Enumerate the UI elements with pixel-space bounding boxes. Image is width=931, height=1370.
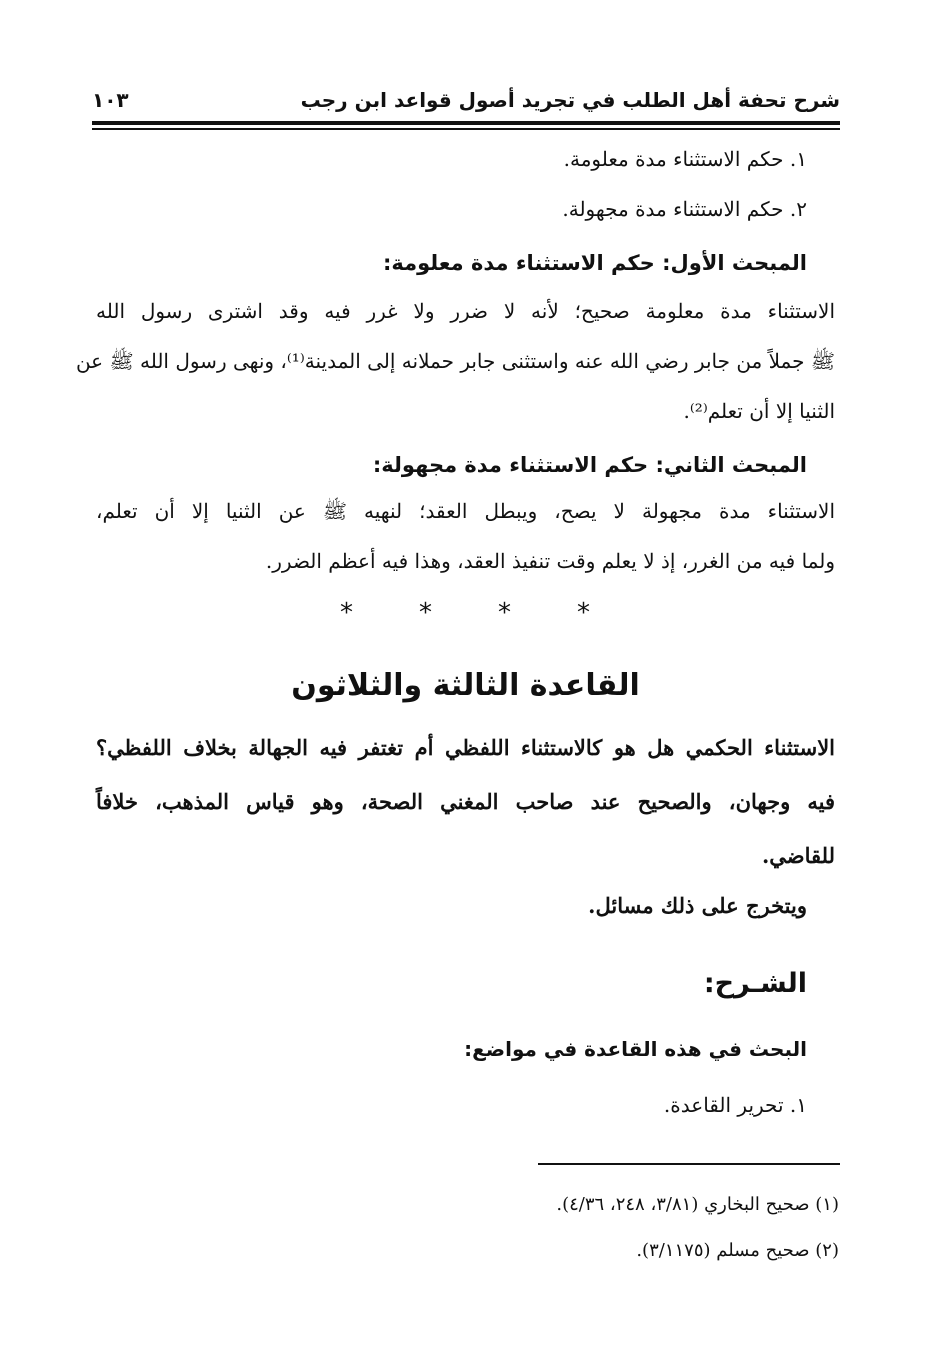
footnote-2: (٢) صحيح مسلم (٣/١١٧٥). bbox=[636, 1240, 839, 1261]
section-heading-1: المبحث الأول: حكم الاستثناء مدة معلومة: bbox=[382, 251, 807, 275]
rule-text-line-3: للقاضي. bbox=[761, 843, 835, 868]
header-title: شرح تحفة أهل الطلب في تجريد أصول قواعد ابن رجب bbox=[300, 88, 840, 112]
commentary-subheading: البحث في هذه القاعدة في مواضع: bbox=[464, 1037, 807, 1061]
commentary-list-item-1: ١. تحرير القاعدة. bbox=[663, 1093, 807, 1117]
commentary-heading: الشـرح: bbox=[703, 968, 807, 999]
page-number: ١٠٣ bbox=[92, 88, 129, 112]
footnote-1: (١) صحيح البخاري (٣/٨١، ٢٤٨، ٤/٣٦). bbox=[556, 1194, 839, 1215]
rule-text-line-1: الاستثناء الحكمي هل هو كالاستثناء اللفظي أم تغتفر فيه الجهالة بخلاف اللفظي؟ bbox=[96, 735, 835, 760]
rule-text-line-4: ويتخرج على ذلك مسائل. bbox=[588, 893, 807, 918]
footnote-separator bbox=[538, 1163, 840, 1165]
paragraph-2-line-2: ولما فيه من الغرر، إذ لا يعلم وقت تنفيذ العقد، وهذا فيه أعظم الضرر. bbox=[265, 549, 835, 573]
section-divider-stars bbox=[340, 598, 590, 628]
paragraph-1-line-3: الثنيا إلا أن تعلم⁽²⁾. bbox=[683, 399, 835, 423]
rule-text-line-2: فيه وجهان، والصحيح عند صاحب المغني الصحة، وهو قياس المذهب، خلافاً bbox=[96, 789, 835, 814]
divider-star: * bbox=[340, 598, 353, 628]
paragraph-2-line-1: الاستثناء مدة مجهولة لا يصح، ويبطل العقد؛ لنهيه ﷺ عن الثنيا إلا أن تعلم، bbox=[96, 499, 835, 523]
paragraph-1-line-2: ﷺ جملاً من جابر رضي الله عنه واستثنى جابر حملانه إلى المدينة⁽¹⁾، ونهى رسول الله ﷺ عن bbox=[75, 349, 835, 373]
rule-title: القاعدة الثالثة والثلاثون bbox=[291, 668, 640, 703]
running-header bbox=[92, 84, 840, 118]
header-rule-thick bbox=[92, 121, 840, 125]
divider-star: * bbox=[498, 598, 511, 628]
header-rule-thin bbox=[92, 128, 840, 130]
divider-star: * bbox=[419, 598, 432, 628]
divider-star: * bbox=[577, 598, 590, 628]
paragraph-1-line-1: الاستثناء مدة معلومة صحيح؛ لأنه لا ضرر ولا غرر فيه وقد اشترى رسول الله bbox=[96, 299, 835, 323]
list-item-1: ١. حكم الاستثناء مدة معلومة. bbox=[563, 147, 807, 171]
list-item-2: ٢. حكم الاستثناء مدة مجهولة. bbox=[562, 197, 807, 221]
section-heading-2: المبحث الثاني: حكم الاستثناء مدة مجهولة: bbox=[372, 453, 807, 477]
